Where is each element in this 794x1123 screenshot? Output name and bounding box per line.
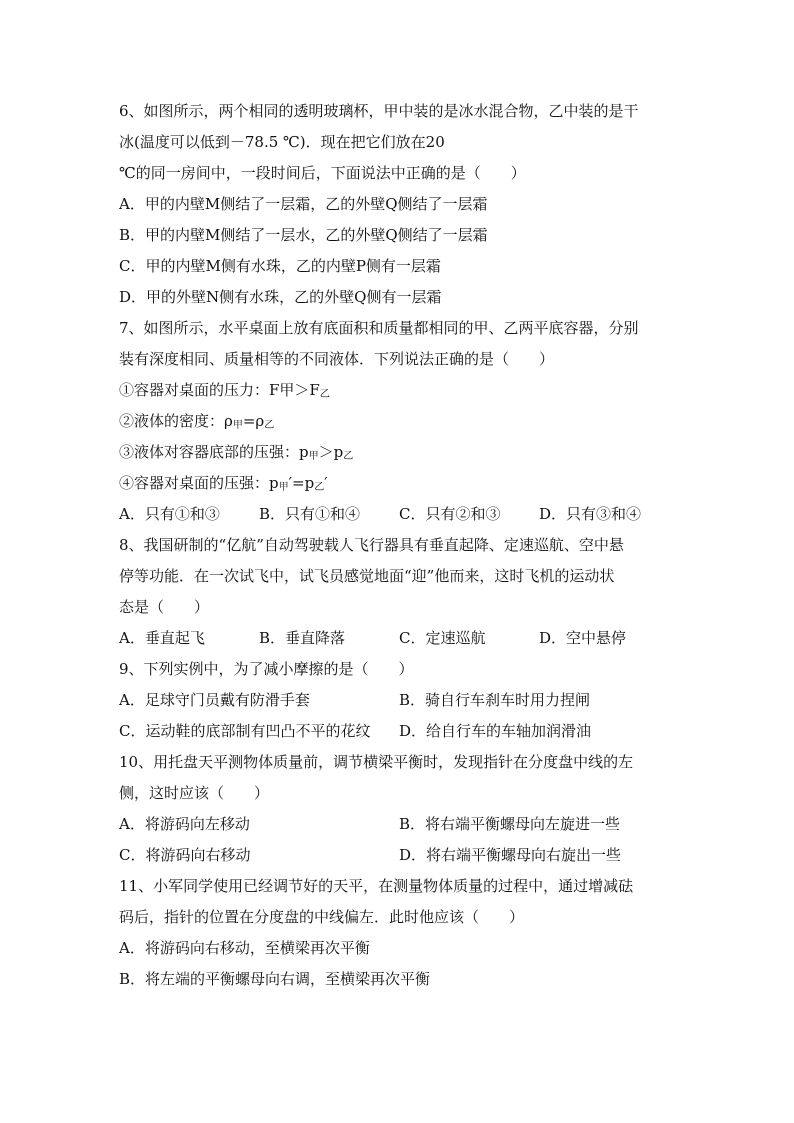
question-11 [119,871,679,995]
question-6-option-d: D．甲的外壁N侧有水珠，乙的外壁Q侧有一层霜 [119,288,442,306]
question-6-stem-line-2: 冰(温度可以低到－78.5 ℃)．现在把它们放在20 [119,133,445,151]
question-7-option-c: C．只有②和③ [399,505,501,523]
question-6-stem-line-1: 6、如图所示，两个相同的透明玻璃杯，甲中装的是冰水混合物，乙中装的是干 [119,102,639,120]
statement-4-subscript-2: 乙 [314,482,325,493]
question-7-option-b: B．只有①和④ [259,505,361,523]
question-7 [119,313,679,530]
statement-2-middle: =ρ [242,412,265,430]
question-7-option-d: D．只有③和④ [539,505,642,523]
question-list [119,96,679,995]
statement-2-text: ②液体的密度：ρ [119,412,233,430]
statement-4-middle: ′=p [288,474,315,492]
question-10-option-d: D．将右端平衡螺母向右旋出一些 [399,846,622,864]
question-8-stem-line-1: 8、我国研制的“亿航”自动驾驶载人飞行器具有垂直起降、定速巡航、空中悬 [119,536,624,554]
question-11-option-a: A．将游码向右移动，至横梁再次平衡 [119,939,370,957]
question-6-option-a: A．甲的内壁M侧结了一层霜，乙的外壁Q侧结了一层霜 [119,195,488,213]
question-6-option-b: B．甲的内壁M侧结了一层水，乙的外壁Q侧结了一层霜 [119,226,488,244]
question-6-option-c: C．甲的内壁M侧有水珠，乙的内壁P侧有一层霜 [119,257,441,275]
question-8-options [119,623,679,654]
statement-2-subscript-2: 乙 [264,420,275,431]
statement-4-subscript-1: 甲 [278,482,289,493]
statement-1-subscript: 乙 [319,389,330,400]
question-9 [119,654,679,747]
statement-4-text: ④容器对桌面的压强：p [119,474,279,492]
question-10-option-a: A．将游码向左移动 [119,815,250,833]
question-9-option-a: A．足球守门员戴有防滑手套 [119,691,310,709]
question-10-options-row-2 [119,840,679,871]
question-6 [119,96,679,313]
statement-3-middle: ＞p [318,443,344,461]
statement-3-subscript-2: 乙 [343,451,354,462]
question-8-option-d: D．空中悬停 [539,629,627,647]
question-11-option-b: B．将左端的平衡螺母向右调，至横梁再次平衡 [119,970,431,988]
question-10-option-c: C．将游码向右移动 [119,846,251,864]
statement-4-end: ′ [324,474,328,492]
statement-1-text: ①容器对桌面的压力：F甲＞F [119,381,320,399]
question-9-option-d: D．给自行车的车轴加润滑油 [399,722,592,740]
question-10-stem-line-2: 侧，这时应该（ ） [119,784,270,802]
question-7-statement-3 [119,437,679,468]
question-10-stem-line-1: 10、用托盘天平测物体质量前，调节横梁平衡时，发现指针在分度盘中线的左 [119,753,634,771]
question-11-stem-line-2: 码后，指针的位置在分度盘的中线偏左．此时他应该（ ） [119,908,525,926]
question-6-stem-line-3: ℃的同一房间中，一段时间后，下面说法中正确的是（ ） [119,164,526,182]
question-10-options-row-1 [119,809,679,840]
question-8-option-a: A．垂直起飞 [119,629,205,647]
question-9-stem-line-1: 9、下列实例中，为了减小摩擦的是（ ） [119,660,414,678]
question-8-option-b: B．垂直降落 [259,629,346,647]
question-8 [119,530,679,654]
question-7-statement-2 [119,406,679,437]
question-9-options-row-1 [119,685,679,716]
question-11-stem-line-1: 11、小军同学使用已经调节好的天平，在测量物体质量的过程中，通过增减砝 [119,877,634,895]
question-8-option-c: C．定速巡航 [399,629,486,647]
question-7-stem-line-2: 装有深度相同、质量相等的不同液体．下列说法正确的是（ ） [119,350,555,368]
question-7-options [119,499,679,530]
question-7-option-a: A．只有①和③ [119,505,220,523]
question-10 [119,747,679,871]
question-10-option-b: B．将右端平衡螺母向左旋进一些 [399,815,621,833]
statement-3-text: ③液体对容器底部的压强：p [119,443,309,461]
question-9-option-c: C．运动鞋的底部制有凹凸不平的花纹 [119,722,371,740]
question-9-option-b: B．骑自行车刹车时用力捏闸 [399,691,591,709]
statement-3-subscript-1: 甲 [308,451,319,462]
question-7-stem-line-1: 7、如图所示，水平桌面上放有底面积和质量都相同的甲、乙两平底容器，分别 [119,319,639,337]
question-7-statement-4 [119,468,679,499]
statement-2-subscript-1: 甲 [232,420,243,431]
question-8-stem-line-3: 态是（ ） [119,598,210,616]
question-7-statement-1 [119,375,679,406]
question-8-stem-line-2: 停等功能．在一次试飞中，试飞员感觉地面“迎”他而来，这时飞机的运动状 [119,567,615,585]
question-9-options-row-2 [119,716,679,747]
